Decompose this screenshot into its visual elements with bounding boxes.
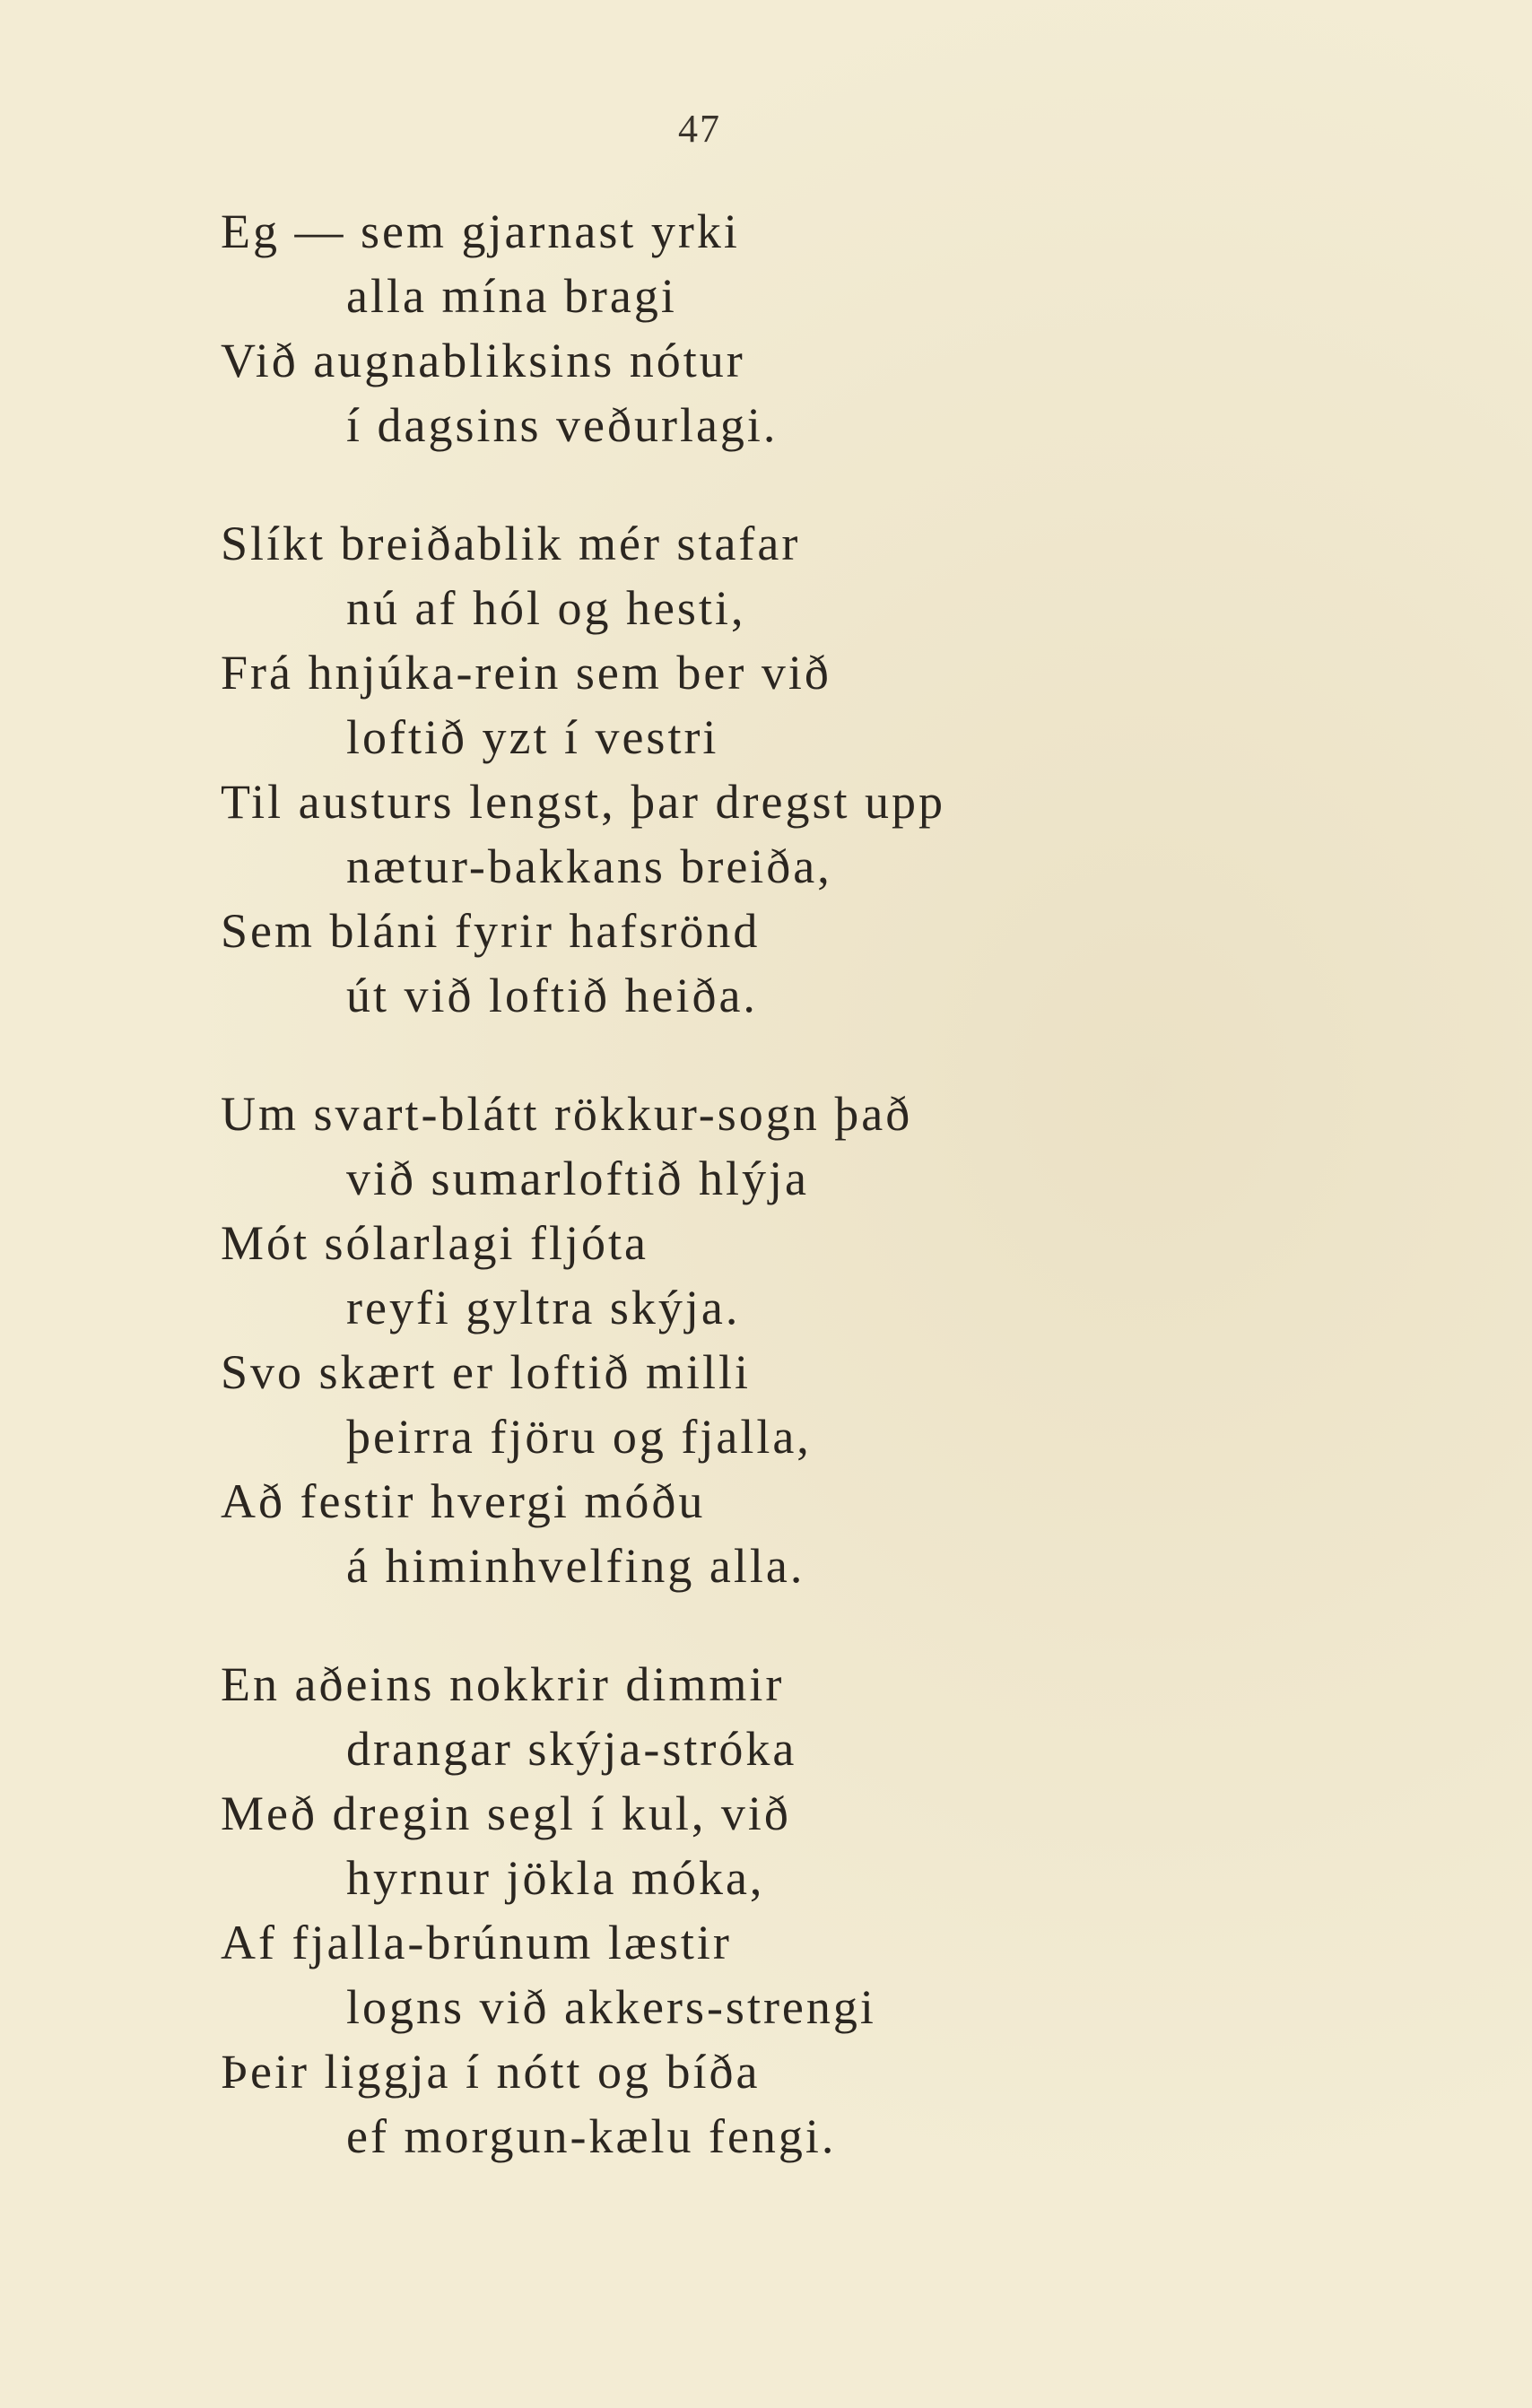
verse-line: við sumarloftið hlýja: [346, 1152, 809, 1205]
verse-line: Að festir hvergi móðu: [221, 1474, 706, 1528]
verse-line: þeirra fjöru og fjalla,: [346, 1410, 812, 1464]
verse-line: reyfi gyltra skýja.: [346, 1281, 741, 1334]
verse-line: logns við akkers-strengi: [346, 1980, 876, 2034]
verse-line: Af fjalla-brúnum læstir: [221, 1916, 732, 1969]
verse-line: Með dregin segl í kul, við: [221, 1786, 791, 1840]
verse-line: drangar skýja-stróka: [346, 1722, 797, 1776]
stanza: [221, 1652, 1387, 2169]
verse-line: Við augnabliksins nótur: [221, 334, 745, 387]
page-number: 47: [678, 107, 721, 151]
verse-line: Svo skært er loftið milli: [221, 1345, 752, 1399]
stanza: [221, 1082, 1387, 1598]
verse-line: hyrnur jökla móka,: [346, 1851, 765, 1905]
stanza: [221, 511, 1387, 1028]
verse-line: Um svart-blátt rökkur-sogn það: [221, 1087, 913, 1141]
verse-line: ef morgun-kælu fengi.: [346, 2109, 837, 2163]
verse-line: loftið yzt í vestri: [346, 710, 719, 764]
verse-line: Eg — sem gjarnast yrki: [221, 204, 740, 258]
verse-line: alla mína bragi: [346, 269, 677, 323]
verse-line: nú af hól og hesti,: [346, 581, 746, 635]
verse-line: Þeir liggja í nótt og bíða: [221, 2045, 761, 2099]
verse-line: á himinhvelfing alla.: [346, 1539, 805, 1593]
verse-line: Til austurs lengst, þar dregst upp: [221, 775, 945, 829]
verse-line: í dagsins veðurlagi.: [346, 398, 779, 452]
verse-line: En aðeins nokkrir dimmir: [221, 1657, 785, 1711]
verse-line: Slíkt breiðablik mér stafar: [221, 517, 801, 570]
stanza: [221, 199, 1387, 457]
verse-line: nætur-bakkans breiða,: [346, 839, 832, 893]
poem-body: [221, 199, 1387, 2222]
verse-line: Frá hnjúka-rein sem ber við: [221, 646, 831, 700]
verse-line: út við loftið heiða.: [346, 969, 758, 1022]
verse-line: Mót sólarlagi fljóta: [221, 1216, 648, 1270]
verse-line: Sem bláni fyrir hafsrönd: [221, 904, 761, 958]
